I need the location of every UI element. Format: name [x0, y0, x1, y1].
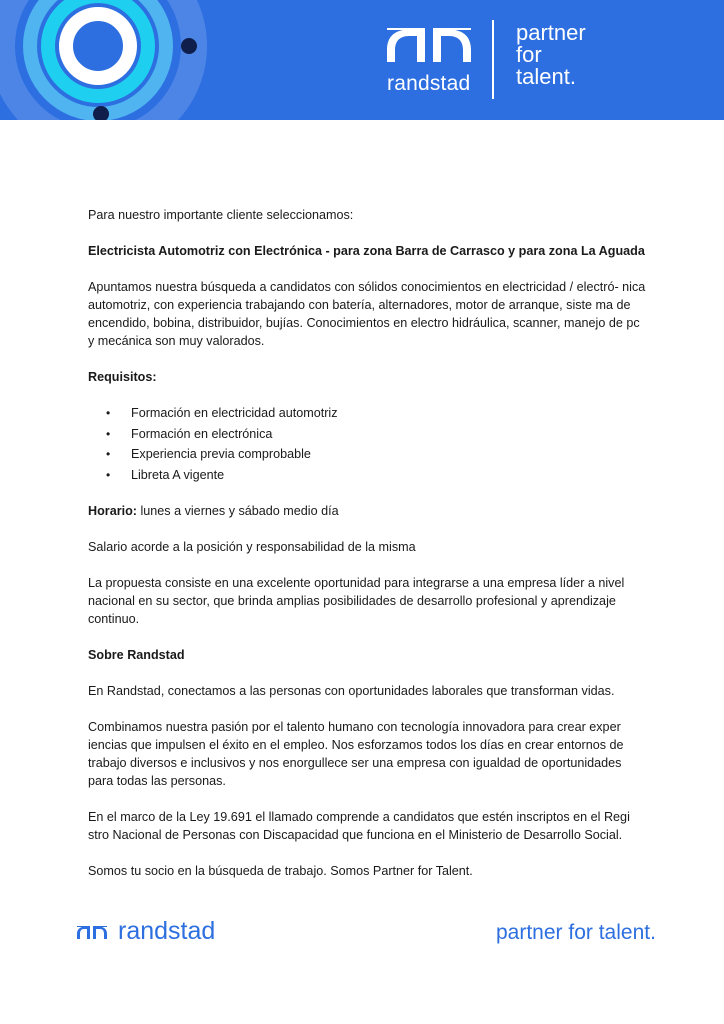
job-posting-body — [88, 206, 648, 898]
decorative-rings — [0, 0, 240, 120]
list-item: • Experiencia previa comprobable — [88, 445, 648, 466]
intro-text: Para nuestro importante cliente seleccionamos: — [88, 208, 354, 222]
proposal-text: La propuesta consiste en una excelente oportunidad para integrarse a una empresa líder a nivel nacional en su sector, que brinda amplias posibilidades de desarrollo profesional y aprendizaje continuo. — [88, 576, 625, 626]
brand-divider — [492, 20, 494, 99]
law-text: En el marco de la Ley 19.691 el llamado comprende a candidatos que estén inscriptos en el Regi stro Nacional de Personas con Discapacidad que funciona en el Ministerio de Desarrollo Social. — [88, 810, 630, 842]
list-item: • Formación en electrónica — [88, 425, 648, 446]
tagline — [516, 22, 586, 88]
footer-tagline: partner for talent. — [496, 921, 656, 944]
closing-text: Somos tu socio en la búsqueda de trabajo. Somos Partner for Talent. — [88, 864, 473, 878]
about-heading: Sobre Randstad — [88, 648, 185, 662]
job-description: Apuntamos nuestra búsqueda a candidatos con sólidos conocimientos en electricidad / electró- nica automotriz, con experiencia trabajando con batería, alternadores, motor de arranque, siste ma de encendido, bobina, distribuidor, bujías. Conocimientos en electro hidráulica, scanner, manejo de pc y mecánica son muy valorados. — [88, 280, 646, 348]
tagline-line: partner — [516, 20, 586, 45]
requirements-list — [88, 404, 648, 486]
salary-text: Salario acorde a la posición y responsabilidad de la misma — [88, 540, 416, 554]
schedule-value: lunes a viernes y sábado medio día — [136, 504, 339, 518]
list-item: • Formación en electricidad automotriz — [88, 404, 648, 425]
tagline-line: for — [516, 42, 542, 67]
schedule — [88, 502, 648, 520]
job-title: Electricista Automotriz con Electrónica - para zona Barra de Carrasco y para zona La Aguada — [88, 244, 645, 258]
tagline-line: talent. — [516, 64, 576, 89]
randstad-logo-icon — [385, 24, 475, 64]
header-banner — [0, 0, 724, 120]
about-text: En Randstad, conectamos a las personas con oportunidades laborales que transforman vidas. — [88, 684, 615, 698]
schedule-label: Horario: — [88, 504, 137, 518]
list-item: • Libreta A vigente — [88, 466, 648, 487]
requirements-heading: Requisitos: — [88, 370, 157, 384]
footer-brand-name: randstad — [118, 917, 216, 945]
randstad-logo-icon — [76, 924, 108, 940]
about-text: Combinamos nuestra pasión por el talento humano con tecnología innovadora para crear exper iencias que impulsen el éxito en el empleo. Nos esforzamos todos los días en crear entornos de trabajo diversos e inclusivos y nos enorgullece ser una empresa con igualdad de oportunidades para todas las personas. — [88, 720, 624, 788]
brand-name: randstad — [387, 72, 471, 95]
